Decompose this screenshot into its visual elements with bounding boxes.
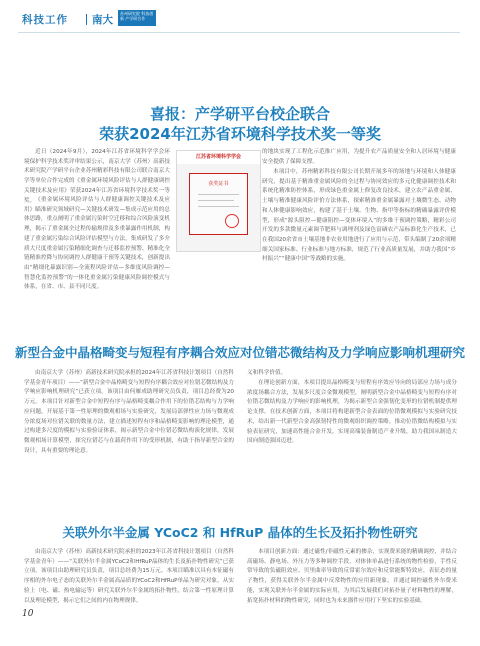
article2-paragraph: 在理论创新方面，本项目提出晶格畸变与短程有序效应导向的局部应力场与成分浓度场耦合方法，发展多尺度合金微观模型，阐明新型合金中晶格畸变与短程有序对位错芯微结构及力学响应的影响机理，为揭示新型合金强韧化变形的位错机制提供理论支撑。在技术创新方面，本项目将构建新型合金表面的位错微观模拟与实验研究技术，给出新一代新型合金高强韧特性的微观组织调控策略，推动位错微结构模拟与实验表征研究，加速高性能合金开发，实现高端装备制造产业升级，助力我国从制造大国向制造强国迈进。	[247, 380, 457, 445]
certificate-text-line	[198, 194, 239, 195]
article1-paragraph: 近日（2024年9月），2024年江苏省环境科学学会环境保护科学技术奖评审结果公示，南京大学（苏州）高新技术研究院产学研平台企业苏州精彩科技有限公司联合南京大学等单位合作完成的《重金属环境风险评估与人群健康调控关键技术及应用》荣获2024年江苏省环境科学技术奖一等奖。	[24, 149, 170, 204]
red-seal-icon	[225, 214, 239, 228]
section-region: 南大	[92, 14, 113, 26]
article1-title-line2: 荣获2024年江苏省环境科学技术奖一等奖	[99, 125, 381, 143]
certificate-text-line	[198, 206, 239, 207]
header-divider	[86, 14, 87, 25]
header-rule	[18, 32, 460, 33]
article2-paragraph: 义和科学价值。	[247, 370, 287, 376]
article1-paragraph: 《重金属环境风险评估与人群健康调控关键技术及应用》瞄准研究领域研究—关键技术研发—集成示范应用的总体思路，重点阐明了重金属污染时空迁移和综合风险演变机理，揭示了重金属全过程传输规律及多重暴露作用机制，构建了重金属污染综合风险评估模型与方法，集成研发了多介质大尺度重金属污染精细化调查与迁移监控预警、精准化全链精准控降与协同调控人群健康干预等关键技术，创新提出由“精细化暴露识别—全流程风险评估—多维度风险调控—智慧化监控预警”的一体化重金属污染健康风险调控模式与体系，在省、市、县不同尺度。	[24, 197, 170, 291]
article3-paragraph: 本项目创新方面：通过磁性/非磁性元素的掺杂，实现费米能的精确调控，并结合高磁场、静电场、外压力等多种调控手段，对体体单晶进行系统的物性检验，手性反常导致的负磁阻效应、贝里曲率导致的反常霍尔效应和反常能斯特效应，表征态的量子物性，获得关联外尔半金属中反常物性的应用新现象，并通过调控磁性外尔费米能，实现关联外尔半金属的实际应用，为其后发展我们对拓扑量子材料物性的理解，拓宽拓扑材料的物性研究，同时也为未来器件应用打下坚实的实验基础。	[247, 549, 457, 604]
article1-paragraph: 的地块实现了工程化示范推广应用，为提升农产品质量安全和人居环境与健康安全提供了保障支撑。	[262, 149, 456, 165]
article1-title-line1: 喜报：产学研平台校企联合	[149, 105, 330, 123]
article2-paragraph: 由南京大学（苏州）高新技术研究院承担的2024年江苏省科技计划项目（自然科学基金青年项目）——“新型合金中晶格畸变与短程有序耦合效应对位错芯微结构及力学响应影响机理研究”已获立项。该项目由何雁成助理研究员负责，项目总经费为20万元。本项目针对新型合金中短程有序与晶格畸变耦合作用下的位错芯结构与力学响应问题，开展基于第一性原理的微观相场与实验研究，发展局部弹性应力场与微观成分浓度场对位错关联的数量方法，建立描述短程有序和晶格畸变影响的理论模型，通过构建多尺度的模拟与实验验证体系，揭示新型合金中位错芯微结构演化规律，发展微观相场计算模型，探究位错芯与在载荷作用下的受形机制，有助于指导新型合金的设计，具有重要的理论意。	[24, 370, 234, 454]
article3-title: 关联外尔半金属 YCoC2 和 HfRuP 晶体的生长及拓扑物性研究	[62, 525, 418, 540]
article1-paragraph: 本项目中，苏州精彩科技有限公司长期开展多年的场地与环境和人体健康研究，提出基于精准重金属风险的全过程与协同效应的多元化健康调控技术和系统化精准防控体系，形成绿色重金属上修复改良技术，建立农产品重金属、土壤与精准健康风险评价方法体系，探索精准重金属暴露对土壤微生态、动物和人体健康影响效应，构建了基于土壤、生物、指甲等指标的精确暴露评价模型，形成“源头阻控—健康阻控—变体环境入”的多维干预调控策略，精彩公司开发的多款微量元素调节肥料与调理剂及绿色富硒农产品标准化生产技术，已在我国20余省市土壤基地非农业用地进行了应用与示范，带头编制了20余项精细关国家标准、行业标准与地方标准，规范了行业高质量发展，并助力我国“乡村振兴”“健康中国”等战略的实施。	[262, 169, 456, 263]
award-banner: 江苏省环境科学学会	[177, 151, 260, 164]
header-tag-badge: 苏州研究院 科技创新 产学研合作	[118, 10, 156, 26]
article3-paragraph: 由南京大学（苏州）高新技术研究院承担的2023年江苏省科技计划项目（自然科学基金青年）——“关联外尔半金属YCoC2和HfRuP晶体的生长及拓扑物性研究”已获立项。该项目由助理研究员负责，项目总经费为15万元。本项目瞄准以具有本征磁有序相的外尔电子态的关联外尔半金属高品质的YCoC2和HfRuP单晶为研究对象，从实验上（电、磁、热电输运等）研究关联外尔半金属的拓扑物性，结合第一性原理计算以及理论模型，揭示它们之间的内在物理规律。	[24, 549, 234, 604]
article2-title: 新型合金中晶格畸变与短程有序耦合效应对位错芯微结构及力学响应影响机理研究	[14, 345, 465, 360]
certificate-image	[189, 173, 248, 235]
page-number: 10	[22, 609, 34, 619]
page-header	[18, 10, 462, 40]
section-category: 科技工作	[22, 14, 68, 26]
award-photo	[176, 150, 261, 252]
certificate-text-line	[198, 200, 234, 201]
certificate-title: 获奖证书	[208, 181, 229, 187]
